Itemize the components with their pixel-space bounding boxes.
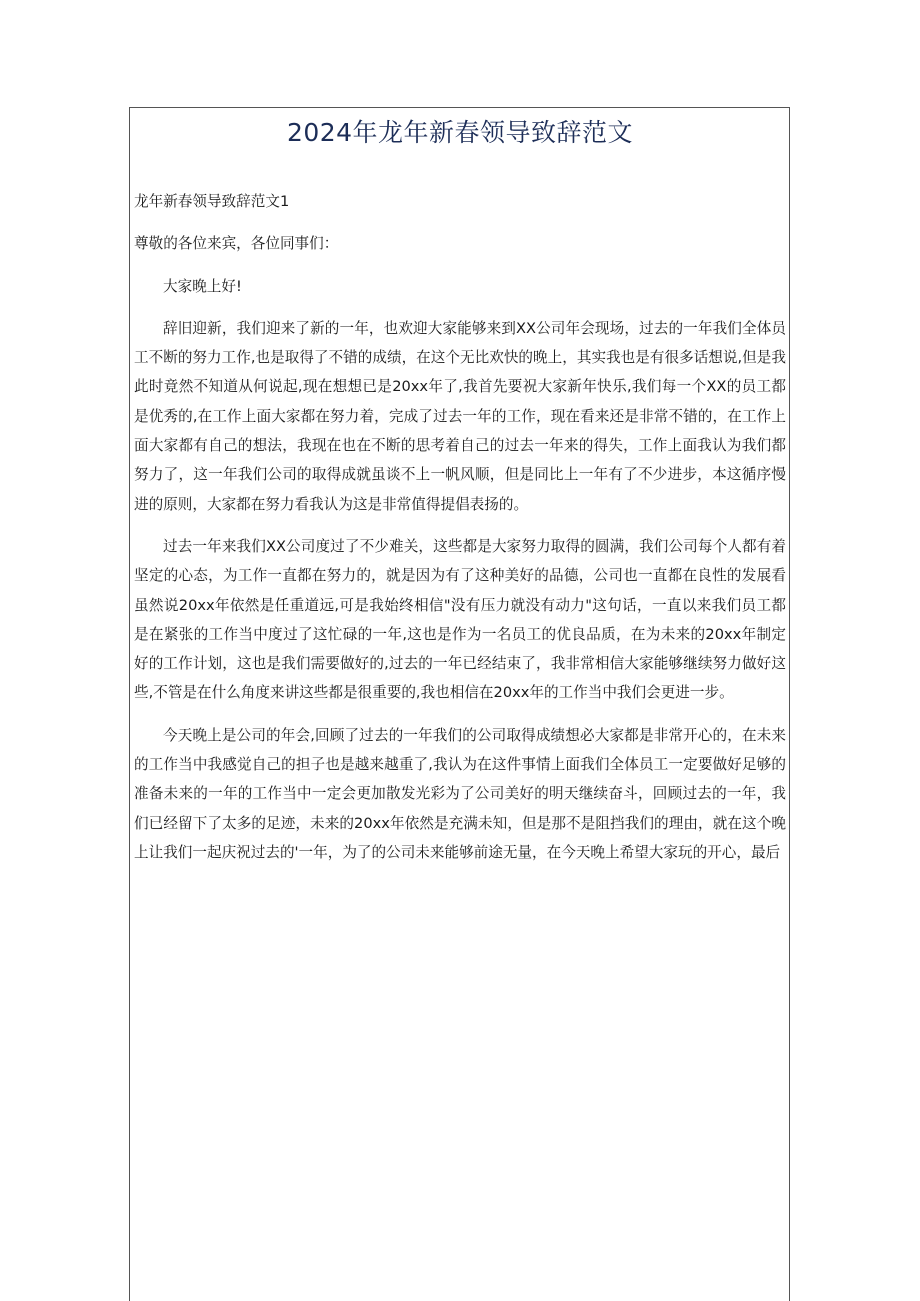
greeting: 大家晚上好! [163, 277, 242, 295]
paragraph-1: 辞旧迎新，我们迎来了新的一年，也欢迎大家能够来到XX公司年会现场，过去的一年我们全体员工不断的努力工作,也是取得了不错的成绩，在这个无比欢快的晚上，其实我也是有很多话想说,但是我此时竟然不知道从何说起,现在想想已是20xx年了,我首先要祝大家新年快乐,我们每一个XX的员工都是优秀的,在工作上面大家都在努力着，完成了过去一年的工作，现在看来还是非常不错的，在工作上面大家都有自己的想法，我现在也在不断的思考着自己的过去一年来的得失，工作上面我认为我们都努力了，这一年我们公司的取得成就虽谈不上一帆风顺，但是同比上一年有了不少进步，本这循序慢进的原则，大家都在努力看我认为这是非常值得提倡表扬的。 [134, 319, 786, 513]
section-heading: 龙年新春领导致辞范文1 [134, 193, 290, 210]
paragraph-2: 过去一年来我们XX公司度过了不少难关，这些都是大家努力取得的圆满，我们公司每个人都有着坚定的心态，为工作一直都在努力的，就是因为有了这种美好的品德，公司也一直都在良性的发展看虽然说20xx年依然是任重道远,可是我始终相信"没有压力就没有动力"这句话，一直以来我们员工都是在紧张的工作当中度过了这忙碌的一年,这也是作为一名员工的优良品质，在为未来的20xx年制定好的工作计划，这也是我们需要做好的,过去的一年已经结束了，我非常相信大家能够继续努力做好这些,不管是在什么角度来讲这些都是很重要的,我也相信在20xx年的工作当中我们会更进一步。 [134, 537, 786, 702]
paragraph-3: 今天晚上是公司的年会,回顾了过去的一年我们的公司取得成绩想必大家都是非常开心的，在未来的工作当中我感觉自己的担子也是越来越重了,我认为在这件事情上面我们全体员工一定要做好足够的准备未来的一年的工作当中一定会更加散发光彩为了公司美好的明天继续奋斗，回顾过去的一年，我们已经留下了太多的足迹，未来的20xx年依然是充满未知，但是那不是阻挡我们的理由，就在这个晚上让我们一起庆祝过去的'一年，为了的公司未来能够前途无量，在今天晚上希望大家玩的开心，最后 [134, 726, 786, 861]
document-title: 2024年龙年新春领导致辞范文 [286, 118, 634, 147]
document-body [134, 187, 786, 867]
salutation: 尊敬的各位来宾，各位同事们： [134, 235, 339, 253]
